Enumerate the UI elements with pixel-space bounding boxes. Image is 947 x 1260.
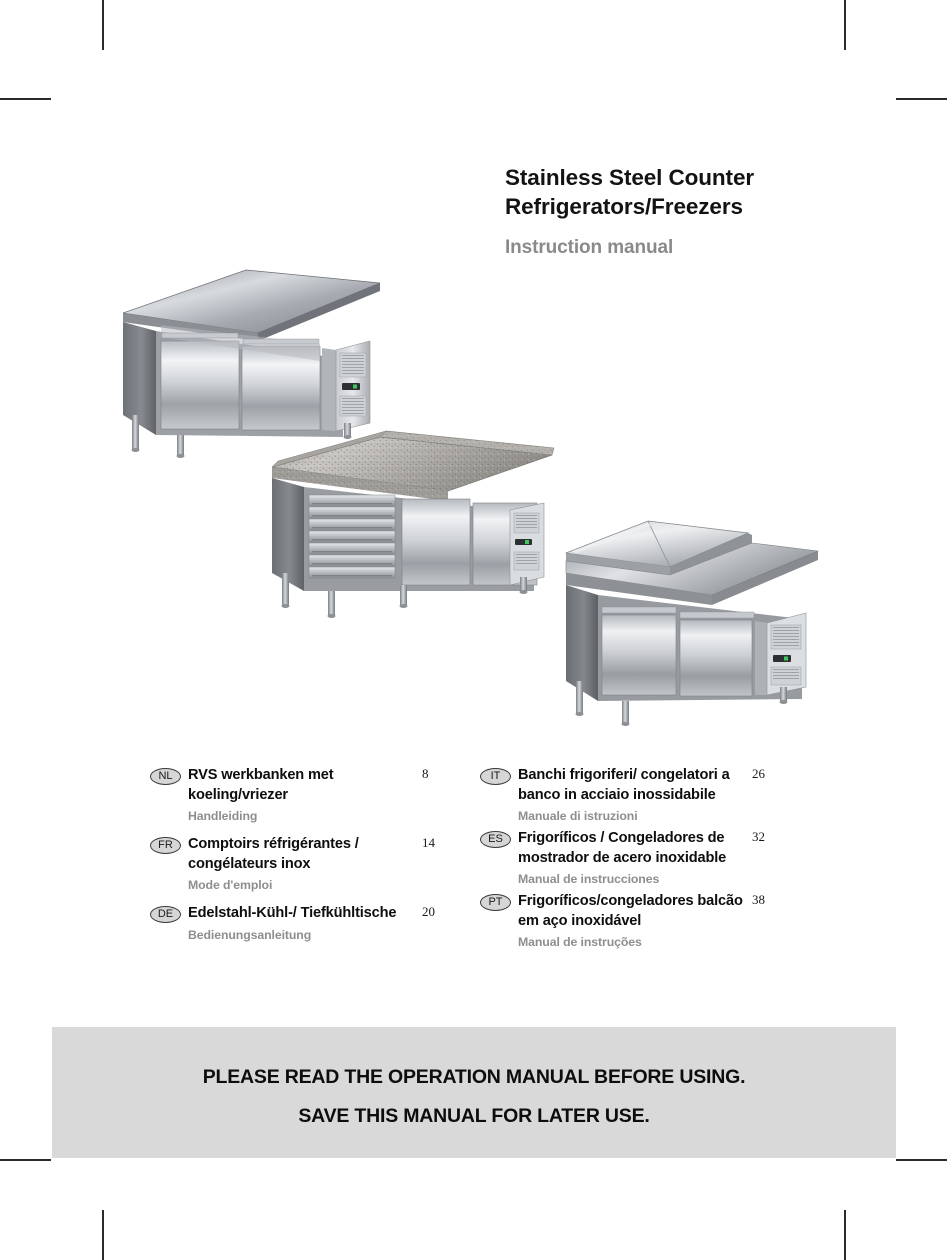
- language-entry-fr-subtitle: Mode d'emploi: [188, 878, 273, 893]
- page-subtitle: Instruction manual: [505, 236, 674, 258]
- language-entry-de-header: [150, 904, 450, 924]
- language-entry-de[interactable]: [150, 904, 450, 942]
- crop-mark-left-bottom-horizontal: [0, 1159, 51, 1161]
- language-entry-nl-subtitle: Handleiding: [188, 809, 258, 824]
- notice-line-2: SAVE THIS MANUAL FOR LATER USE.: [298, 1105, 650, 1127]
- language-entry-pt[interactable]: [480, 892, 780, 949]
- language-entry-fr-page: 14: [422, 835, 435, 851]
- language-index-left-column: [150, 766, 450, 944]
- language-entry-nl-title: RVS werkbanken met koeling/vriezer: [188, 767, 334, 803]
- language-entry-fr[interactable]: [150, 835, 450, 892]
- crop-mark-right-top-horizontal: [896, 98, 947, 100]
- crop-mark-bottom-right-vertical: [844, 1210, 846, 1260]
- pizza-prep-counter-illustration: [262, 425, 562, 625]
- language-entry-es-title: Frigoríficos / Congeladores de mostrador de acero inoxidable: [518, 830, 727, 866]
- crop-mark-right-bottom-horizontal: [896, 1159, 947, 1161]
- language-badge-fr-icon: FR: [150, 837, 181, 854]
- language-entry-pt-page: 38: [752, 892, 765, 908]
- language-entry-fr-title: Comptoirs réfrigérantes / congélateurs inox: [188, 836, 359, 872]
- language-entry-es-header: [480, 829, 780, 868]
- language-entry-es-subtitle: Manual de instrucciones: [518, 872, 660, 887]
- language-entry-es-page: 32: [752, 829, 765, 845]
- language-entry-it[interactable]: [480, 766, 780, 823]
- language-entry-de-title: Edelstahl-Kühl-/ Tiefkühltische: [188, 905, 397, 922]
- language-entry-it-subtitle: Manuale di istruzioni: [518, 809, 638, 824]
- language-entry-it-page: 26: [752, 766, 765, 781]
- product-image-saladette-counter: [552, 515, 832, 730]
- language-entry-it-header: [480, 766, 780, 805]
- title-block: [505, 164, 925, 259]
- language-entry-es[interactable]: [480, 829, 780, 886]
- saladette-counter-illustration: [552, 515, 832, 730]
- language-entry-de-subtitle: Bedienungsanleitung: [188, 927, 312, 942]
- language-index: [150, 766, 810, 1021]
- crop-mark-top-left-vertical: [102, 0, 104, 50]
- language-badge-es-icon: ES: [480, 831, 511, 848]
- language-entry-nl-header: [150, 766, 450, 805]
- language-entry-pt-title: Frigoríficos/congeladores balcão em aço inoxidável: [518, 893, 743, 929]
- language-entry-it-title: Banchi frigoriferi/ congelatori a banco in acciaio inossidabile: [518, 767, 730, 803]
- language-index-right-column: [480, 766, 780, 951]
- crop-mark-bottom-left-vertical: [102, 1210, 104, 1260]
- crop-mark-top-right-vertical: [844, 0, 846, 50]
- language-entry-nl-page: 8: [422, 766, 429, 781]
- page-title-line-2: Refrigerators/Freezers: [505, 193, 743, 219]
- language-entry-fr-header: [150, 835, 450, 874]
- language-badge-nl-icon: NL: [150, 768, 181, 785]
- language-entry-pt-subtitle: Manual de instruções: [518, 935, 642, 950]
- notice-line-1: PLEASE READ THE OPERATION MANUAL BEFORE USING.: [202, 1066, 746, 1088]
- language-entry-nl[interactable]: [150, 766, 450, 823]
- language-badge-pt-icon: PT: [480, 894, 511, 911]
- language-entry-de-page: 20: [422, 904, 435, 920]
- product-image-pizza-prep-counter: [262, 425, 562, 625]
- page-title: [505, 164, 925, 222]
- language-badge-it-icon: IT: [480, 768, 511, 785]
- language-badge-de-icon: DE: [150, 906, 181, 923]
- crop-mark-left-top-horizontal: [0, 98, 51, 100]
- notice-banner: [52, 1027, 896, 1158]
- page-title-line-1: Stainless Steel Counter: [505, 165, 755, 190]
- language-entry-pt-header: [480, 892, 780, 931]
